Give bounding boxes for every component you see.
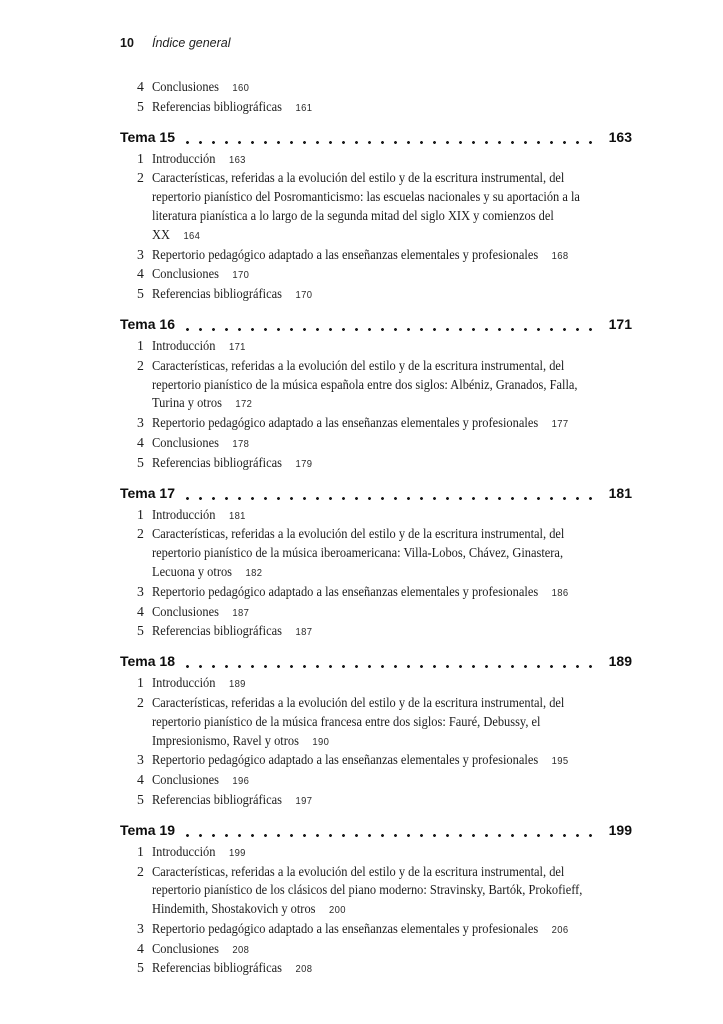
toc-item-page-number: 161 <box>295 101 313 114</box>
toc-item-text <box>152 98 661 118</box>
dot-leader <box>186 141 600 144</box>
tema-items <box>120 843 680 980</box>
toc-item-line <box>152 434 661 454</box>
toc-item-line-text: Conclusiones <box>152 940 219 956</box>
toc-tema-section <box>120 482 680 643</box>
toc-item-number: 3 <box>137 752 144 768</box>
toc-item-text <box>152 940 661 960</box>
toc-item-page-number: 208 <box>295 963 313 976</box>
tema-items <box>120 674 680 811</box>
toc-item-line-text: Hindemith, Shostakovich y otros <box>152 901 316 917</box>
tema-items <box>120 506 680 643</box>
toc-item-line-text: Conclusiones <box>152 772 219 788</box>
toc-item-line <box>152 394 661 414</box>
toc-item-line <box>152 544 661 563</box>
toc-item <box>137 506 680 526</box>
toc-item-text <box>152 454 661 474</box>
toc-item <box>137 583 680 603</box>
toc-item-number: 3 <box>137 246 144 262</box>
toc-item-page-number: 170 <box>295 289 313 302</box>
toc-item-number: 1 <box>137 150 144 166</box>
toc-tema-heading <box>120 482 632 504</box>
toc-item-page-number: 206 <box>551 923 569 936</box>
toc-item-page-number: 181 <box>228 509 246 522</box>
toc-item-text <box>152 603 661 623</box>
toc-item-text <box>152 357 661 414</box>
toc-item-page-number: 197 <box>295 794 313 807</box>
toc-item-line-text: Conclusiones <box>152 603 219 619</box>
toc-item-number: 5 <box>137 98 144 114</box>
toc-item-line <box>152 525 661 544</box>
toc-item-line <box>152 603 661 623</box>
toc-item-text <box>152 583 661 603</box>
tema-title: Tema 19 <box>120 821 175 838</box>
toc-item-line-text: Características, referidas a la evolución del estilo y de la escritura instrumental, del <box>152 863 565 879</box>
toc-item-text <box>152 771 661 791</box>
toc-item-number: 3 <box>137 920 144 936</box>
toc-item-line-text: Repertorio pedagógico adaptado a las enseñanzas elementales y profesionales <box>152 246 539 262</box>
toc-item-line-text: literatura pianística a lo largo de la segunda mitad del siglo XIX y comienzos del <box>152 207 554 223</box>
toc-item-line-text: Características, referidas a la evolución del estilo y de la escritura instrumental, del <box>152 526 565 542</box>
toc-item <box>137 525 680 582</box>
toc-item-text <box>152 694 661 751</box>
toc-item-line-text: Referencias bibliográficas <box>152 791 282 807</box>
toc-item-line <box>152 563 661 583</box>
toc-item-line <box>152 920 661 940</box>
toc-item-text <box>152 674 661 694</box>
toc-item <box>137 622 680 642</box>
toc-item-line <box>152 713 661 732</box>
toc-item-page-number: 179 <box>295 457 313 470</box>
toc-item-page-number: 199 <box>228 846 246 859</box>
toc-item-line <box>152 863 661 882</box>
toc-item-line <box>152 900 661 920</box>
toc-tema-section <box>120 126 680 305</box>
toc-item-line-text: Referencias bibliográficas <box>152 623 282 639</box>
toc-item-line-text: Introducción <box>152 843 216 859</box>
toc-item-line <box>152 454 661 474</box>
toc-item-number: 2 <box>137 170 144 186</box>
toc-item <box>137 603 680 623</box>
toc-item <box>137 694 680 751</box>
toc-item-line <box>152 78 661 98</box>
toc-item <box>137 751 680 771</box>
toc-item-line <box>152 169 661 188</box>
toc-item-line <box>152 285 661 305</box>
toc-item-number: 4 <box>137 603 144 619</box>
toc-item-line <box>152 751 661 771</box>
toc-item-number: 1 <box>137 675 144 691</box>
toc-item-number: 4 <box>137 266 144 282</box>
toc-item-page-number: 195 <box>551 755 569 768</box>
toc-item-page-number: 187 <box>295 626 313 639</box>
toc-item-number: 3 <box>137 583 144 599</box>
toc-item <box>137 285 680 305</box>
toc-item <box>137 771 680 791</box>
toc-item <box>137 959 680 979</box>
toc-item-page-number: 171 <box>228 340 246 353</box>
toc-tema-section <box>120 819 680 980</box>
dot-leader <box>186 328 600 331</box>
toc-item <box>137 150 680 170</box>
running-header <box>120 36 680 51</box>
toc-item-line-text: XX <box>152 226 170 242</box>
toc-item-line <box>152 188 661 207</box>
toc-item-text <box>152 959 661 979</box>
toc-item-text <box>152 414 661 434</box>
toc-item <box>137 246 680 266</box>
toc-item-number: 3 <box>137 415 144 431</box>
toc-item <box>137 357 680 414</box>
toc-item-page-number: 190 <box>312 735 330 748</box>
toc-item-line-text: Conclusiones <box>152 434 219 450</box>
toc-item-line <box>152 843 661 863</box>
toc-item-page-number: 208 <box>232 943 250 956</box>
toc-item-number: 4 <box>137 79 144 94</box>
toc-item <box>137 414 680 434</box>
toc-item <box>137 265 680 285</box>
toc-item-line-text: Repertorio pedagógico adaptado a las enseñanzas elementales y profesionales <box>152 920 539 936</box>
tema-page-number: 199 <box>608 821 632 838</box>
toc-item-line <box>152 506 661 526</box>
toc-tema-heading <box>120 313 632 335</box>
toc-item-line-text: Introducción <box>152 675 216 691</box>
toc-item-line <box>152 150 661 170</box>
toc-item-line-text: Conclusiones <box>152 266 219 282</box>
tema-title: Tema 15 <box>120 128 175 145</box>
toc-item-text <box>152 791 661 811</box>
tema-items <box>120 337 680 474</box>
toc-item-line-text: repertorio pianístico del Posromanticismo: las escuelas nacionales y su aportación a la <box>152 189 580 205</box>
toc-item-line <box>152 226 661 246</box>
toc-item-line <box>152 881 661 900</box>
toc-item-page-number: 163 <box>228 153 246 166</box>
toc-tema-heading <box>120 126 632 148</box>
toc-item-line <box>152 98 661 118</box>
toc-item-line <box>152 265 661 285</box>
toc-item-line-text: Referencias bibliográficas <box>152 454 282 470</box>
toc-item-page-number: 172 <box>235 398 253 411</box>
tema-page-number: 189 <box>608 653 632 670</box>
tema-title: Tema 18 <box>120 653 175 670</box>
toc-item-page-number: 182 <box>245 566 263 579</box>
toc-item-line <box>152 959 661 979</box>
toc-item-line-text: repertorio pianístico de la música española entre dos siglos: Albéniz, Granados, Falla, <box>152 376 578 392</box>
toc-item <box>137 791 680 811</box>
toc-item-line-text: Características, referidas a la evolución del estilo y de la escritura instrumental, del <box>152 694 565 710</box>
toc-item-text <box>152 285 661 305</box>
toc-item-text <box>152 622 661 642</box>
toc-tema-heading <box>120 650 632 672</box>
toc-item-line <box>152 732 661 752</box>
toc-item-line-text: Características, referidas a la evolución del estilo y de la escritura instrumental, del <box>152 357 565 373</box>
toc-item-line <box>152 207 661 226</box>
toc-item-line-text: Características, referidas a la evolución del estilo y de la escritura instrumental, del <box>152 170 565 186</box>
toc-tema-section <box>120 313 680 474</box>
toc-item-line-text: Impresionismo, Ravel y otros <box>152 732 299 748</box>
toc-item <box>137 434 680 454</box>
toc-item-line-text: repertorio pianístico de los clásicos del piano moderno: Stravinsky, Bartók, Prokofieff, <box>152 882 583 898</box>
toc-item-number: 1 <box>137 337 144 353</box>
dot-leader <box>186 497 600 500</box>
dot-leader <box>186 834 600 837</box>
tema-page-number: 181 <box>608 484 632 501</box>
toc-item <box>137 920 680 940</box>
tema-page-number: 171 <box>608 315 632 332</box>
tema-page-number: 163 <box>608 128 632 145</box>
toc-item-text <box>152 863 661 920</box>
page-content <box>120 36 680 979</box>
toc-item <box>137 674 680 694</box>
toc-item-text <box>152 434 661 454</box>
toc-item-text <box>152 751 661 771</box>
toc-item-line <box>152 414 661 434</box>
toc-item-text <box>152 169 661 245</box>
toc-item-line <box>152 940 661 960</box>
dot-leader <box>186 665 600 668</box>
toc-item <box>137 169 680 245</box>
toc-item-page-number: 168 <box>551 249 569 262</box>
toc-item <box>137 843 680 863</box>
toc-item-line-text: Repertorio pedagógico adaptado a las enseñanzas elementales y profesionales <box>152 583 539 599</box>
toc-item-number: 5 <box>137 960 144 976</box>
toc-item <box>137 98 680 118</box>
toc-item-line-text: repertorio pianístico de la música francesa entre dos siglos: Fauré, Debussy, el <box>152 713 541 729</box>
tema-items <box>120 150 680 305</box>
toc-item-number: 1 <box>137 506 144 522</box>
toc-item <box>137 78 680 98</box>
toc-item-number: 1 <box>137 843 144 859</box>
toc-item-line-text: Introducción <box>152 337 216 353</box>
running-title: Índice general <box>152 36 231 50</box>
toc-item-number: 5 <box>137 791 144 807</box>
toc-tema-list <box>120 126 680 980</box>
tema-title: Tema 16 <box>120 315 175 332</box>
toc-item-line <box>152 791 661 811</box>
toc-item-number: 4 <box>137 434 144 450</box>
toc-item-line <box>152 694 661 713</box>
toc-item-line <box>152 674 661 694</box>
toc-item-line <box>152 337 661 357</box>
toc-item-text <box>152 525 661 582</box>
toc-leading-items <box>120 78 680 118</box>
toc-item-line-text: repertorio pianístico de la música iberoamericana: Villa-Lobos, Chávez, Ginastera, <box>152 545 564 561</box>
toc-item-page-number: 164 <box>183 229 201 242</box>
toc-item-text <box>152 265 661 285</box>
toc-item-page-number: 189 <box>228 678 246 691</box>
toc-item-text <box>152 506 661 526</box>
toc-item-line <box>152 246 661 266</box>
toc-item-page-number: 200 <box>328 904 346 917</box>
toc-item-number: 2 <box>137 357 144 373</box>
toc-item-line-text: Referencias bibliográficas <box>152 960 282 976</box>
toc-item <box>137 940 680 960</box>
toc-item-page-number: 186 <box>551 586 569 599</box>
toc-item-line-text: Introducción <box>152 506 216 522</box>
toc-item-number: 5 <box>137 454 144 470</box>
toc-item-line-text: Referencias bibliográficas <box>152 286 282 302</box>
toc-item <box>137 454 680 474</box>
toc-item-line <box>152 583 661 603</box>
toc-item-line <box>152 771 661 791</box>
toc-item-text <box>152 920 661 940</box>
toc-item-number: 2 <box>137 863 144 879</box>
toc-item-number: 2 <box>137 694 144 710</box>
toc-item-line-text: Referencias bibliográficas <box>152 98 282 114</box>
toc-item <box>137 863 680 920</box>
toc-item-text <box>152 337 661 357</box>
toc-item-line-text: Repertorio pedagógico adaptado a las enseñanzas elementales y profesionales <box>152 752 539 768</box>
toc-item-line-text: Lecuona y otros <box>152 563 233 579</box>
toc-item-text <box>152 78 661 98</box>
toc-item-line-text: Conclusiones <box>152 79 219 94</box>
toc-tema-section <box>120 650 680 811</box>
toc-item-line <box>152 357 661 376</box>
toc-item-page-number: 187 <box>232 606 250 619</box>
toc-item-page-number: 196 <box>232 775 250 788</box>
toc-item-text <box>152 150 661 170</box>
toc-item-page-number: 177 <box>551 418 569 431</box>
page-number: 10 <box>120 36 134 50</box>
toc-item <box>137 337 680 357</box>
toc-item-page-number: 170 <box>232 269 250 282</box>
toc-item-page-number: 160 <box>232 82 250 94</box>
toc-item-number: 5 <box>137 623 144 639</box>
toc-item-number: 4 <box>137 940 144 956</box>
toc-item-line-text: Introducción <box>152 150 216 166</box>
toc-item-page-number: 178 <box>232 437 250 450</box>
toc-item-line <box>152 376 661 395</box>
toc-item-text <box>152 246 661 266</box>
tema-title: Tema 17 <box>120 484 175 501</box>
toc-item-number: 4 <box>137 772 144 788</box>
toc-item-line-text: Repertorio pedagógico adaptado a las enseñanzas elementales y profesionales <box>152 415 539 431</box>
toc-item-line-text: Turina y otros <box>152 395 222 411</box>
toc-item-number: 2 <box>137 526 144 542</box>
toc-tema-heading <box>120 819 632 841</box>
toc-item-line <box>152 622 661 642</box>
toc-item-number: 5 <box>137 286 144 302</box>
toc-item-text <box>152 843 661 863</box>
